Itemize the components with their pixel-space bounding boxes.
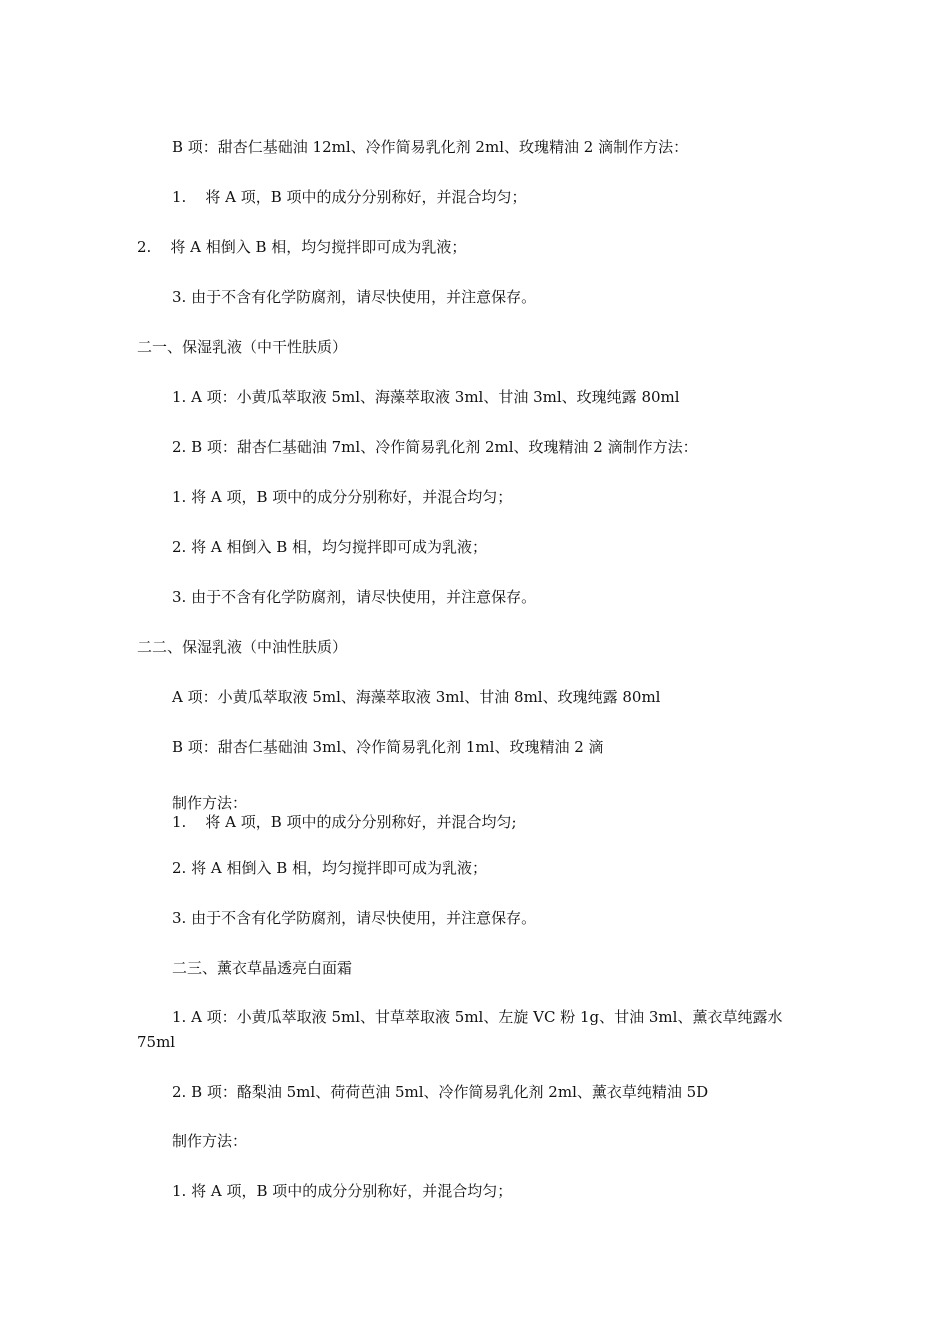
step-2-mix: 2. 将 A 相倒入 B 相，均匀搅拌即可成为乳液； — [172, 859, 488, 877]
step-1-weigh: 1. 将 A 项，B 项中的成分分别称好，并混合均匀； — [172, 188, 527, 206]
b-item-line-rose: B 项：甜杏仁基础油 12ml、冷作简易乳化剂 2ml、玫瑰精油 2 滴制作方法： — [172, 138, 689, 156]
step-2-mix: 2. 将 A 相倒入 B 相，均匀搅拌即可成为乳液； — [172, 538, 488, 556]
b-item-line: 2. B 项：酪梨油 5ml、荷荷芭油 5ml、冷作简易乳化剂 2ml、薰衣草纯精油 5D — [172, 1083, 709, 1101]
a-item-line: A 项：小黄瓜萃取液 5ml、海藻萃取液 3ml、甘油 8ml、玫瑰纯露 80ml — [172, 688, 661, 706]
step-3-store: 3. 由于不含有化学防腐剂，请尽快使用，并注意保存。 — [172, 588, 537, 606]
a-item-line: 1. A 项：小黄瓜萃取液 5ml、甘草萃取液 5ml、左旋 VC 粉 1g、甘油 3ml、薰衣草纯露水 — [172, 1008, 783, 1026]
step-1-weigh: 1. 将 A 项，B 项中的成分分别称好，并混合均匀； — [172, 488, 513, 506]
step-2-mix: 2. 将 A 相倒入 B 相，均匀搅拌即可成为乳液； — [137, 238, 467, 256]
a-item-line: 1. A 项：小黄瓜萃取液 5ml、海藻萃取液 3ml、甘油 3ml、玫瑰纯露 80ml — [172, 388, 680, 406]
step-3-store: 3. 由于不含有化学防腐剂，请尽快使用，并注意保存。 — [172, 288, 537, 306]
b-item-line: 2. B 项：甜杏仁基础油 7ml、冷作简易乳化剂 2ml、玫瑰精油 2 滴制作方法： — [172, 438, 698, 456]
step-1-weigh: 1. 将 A 项，B 项中的成分分别称好，并混合均匀; — [172, 813, 517, 831]
a-item-line-continued: 75ml — [137, 1033, 176, 1051]
section-heading-21: 二一、保湿乳液（中干性肤质） — [137, 338, 348, 356]
method-heading: 制作方法： — [172, 794, 248, 812]
section-heading-23: 二三、薰衣草晶透亮白面霜 — [172, 959, 353, 977]
step-3-store: 3. 由于不含有化学防腐剂，请尽快使用，并注意保存。 — [172, 909, 537, 927]
step-1-weigh: 1. 将 A 项，B 项中的成分分别称好，并混合均匀； — [172, 1182, 513, 1200]
b-item-line: B 项：甜杏仁基础油 3ml、冷作简易乳化剂 1ml、玫瑰精油 2 滴 — [172, 738, 604, 756]
method-heading: 制作方法： — [172, 1132, 248, 1150]
section-heading-22: 二二、保湿乳液（中油性肤质） — [137, 638, 348, 656]
